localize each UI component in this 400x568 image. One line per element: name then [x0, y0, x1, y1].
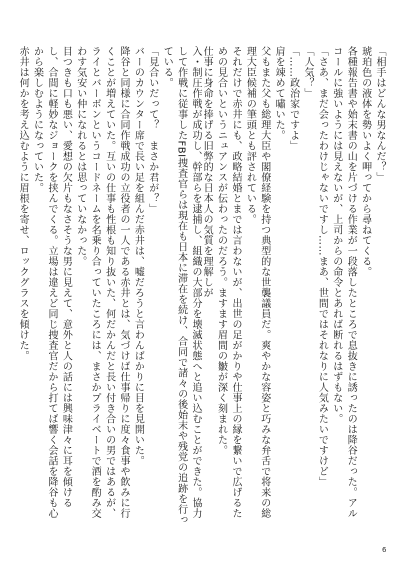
page-number: 6	[382, 546, 387, 554]
text-column-left: 入・制圧作戦が成功し、幹部らを逮捕し、組織の大部分を壊滅状態へと追い込むことができた。協力して作戦に従事したFBI捜査官らは現在も日本に滞在を続け、合同で諸々の後始末や残党の追跡を行っている。 「見合いだって？ まさか君が？」 バーのカウンター席で長い足を組んだ赤井は、嘘だろうと言わんばかりに目を見開いた。 降谷と同様に合同作戦成功の立役者の一人である赤井とは、気づけば仕事帰りに度々食事や飲みに行くことが増えていた。互いの仕事も性根も知り抜いた、何だかんだと長い付き合いの男ではあるが、ライとバーボンというコードネームを名乗り合っていたころには、まさかプライベートで酒を酌み交わす気安い仲になれるとは思っていなかった。 目つきも口も悪い、愛想の欠片もなさそうな男に見えて、意外と人の話には興味津々に耳を傾けるし、合間に軽妙なジョークを挟んでくる。立場は違えど同じ捜査官だから打てば響く会話を降谷も心から楽しむようになっていた。 赤井は何かを考え込むように眉根を寄せ、ロックグラスを傾けた。	[17, 46, 201, 526]
text-column-right: 「相手はどんな男なんだ？」 琥珀色の液体を勢いよく呷ってから尋ねてくる。 各種報告書や始末書の山を片づける作業が一段落したところで息抜きに誘ったのは降谷だった。アルコールに強いようには見えないが、上司からの命令とあれば断れるはずもない。 「さあ、まだ会ったわけじゃないですし……まあ、世間ではそれなりに人気みたいですけど」 「人気？」 「……政治家ですよ」 肩を竦めて嘯いた。 父もまた父も総理大臣や閣僚経験を持つ典型的な世襲議員だ。爽やかな容姿と巧みな弁舌で将来の総理大臣候補の筆頭とも評されている。 それだけで赤井にも、政略結婚とまでは言わないが、出世の足がかりや仕事上の縁を繋いで広げるための見合いというニュアンスが伝わったのだろう。ますます眉間の皺が深く刻まれた。 仕事に身命を捧げる旧弊的な日本人の気質を理解しが	[201, 46, 385, 519]
